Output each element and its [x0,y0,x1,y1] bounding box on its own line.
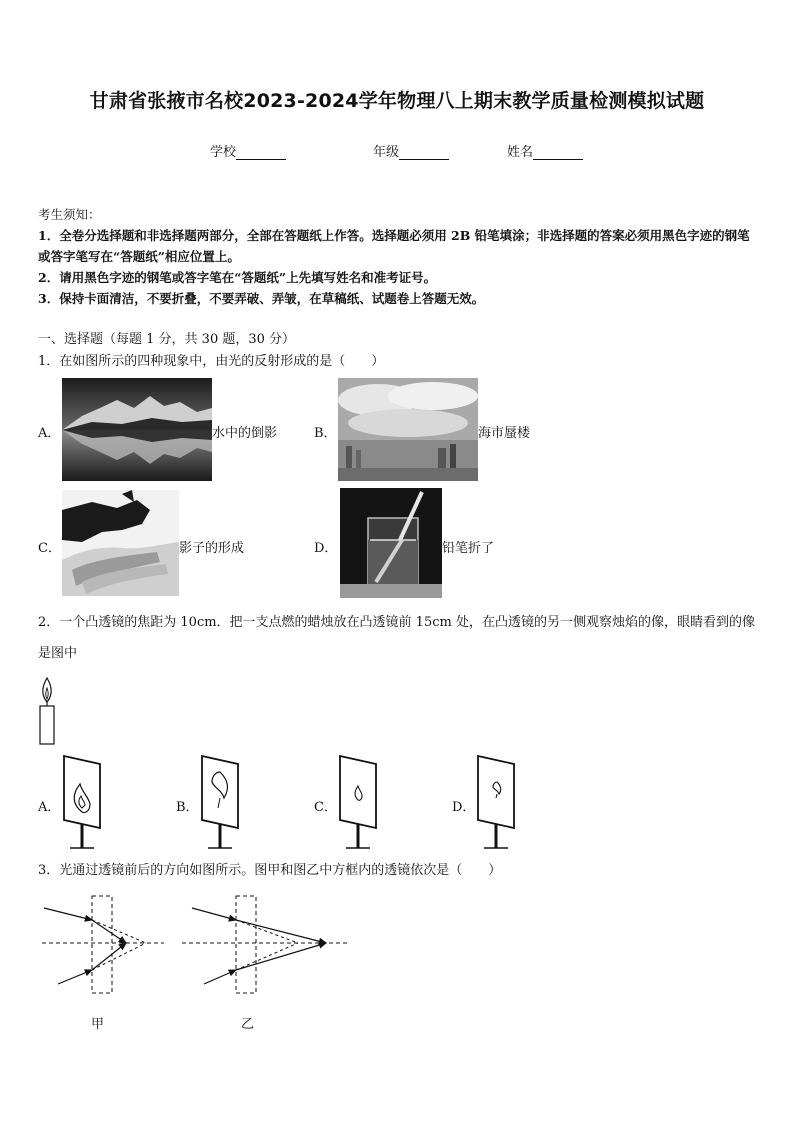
lake-reflection-image [62,378,212,481]
lens-diagram-jia [36,890,166,1000]
note-item: 2．请用黑色字迹的钢笔或答字笔在“答题纸”上先填写姓名和准考证号。 [38,270,437,285]
name-label: 姓名 [507,145,534,160]
diagram-label-yi: 乙 [241,1017,255,1032]
q2-option-c-letter: C． [314,800,337,815]
note-item: 1．全卷分选择题和非选择题两部分，全部在答题纸上作答。选择题必须用 2B 铅笔填涂；非选择题的答案必须用黑色字迹的钢笔或答字笔写在“答题纸”相应位置上。 [38,228,750,264]
school-field [210,141,286,160]
q1-option-a-letter: A． [38,426,61,441]
grade-field [373,141,449,160]
q2-stem: 2．一个凸透镜的焦距为 10cm．把一支点燃的蜡烛放在凸透镜前 15cm 处，在凸透镜的另一侧观察烛焰的像，眼睛看到的像是图中 [38,615,755,661]
q1-option-c-caption: 影子的形成 [179,541,245,556]
q1-option-d-caption: 铅笔折了 [442,541,495,556]
screen-image-small-inverted-icon [334,752,384,850]
q1-option-b-letter: B． [314,426,337,441]
q1-option-a-caption: 水中的倒影 [212,426,278,441]
grade-blank [399,145,449,160]
lens-diagram-yi [178,890,353,1000]
grade-label: 年级 [373,145,400,160]
exam-notes [38,204,760,309]
name-field [507,141,583,160]
bent-pencil-image [340,488,442,598]
name-blank [533,145,583,160]
screen-image-large-upright-icon [196,752,246,850]
school-blank [236,145,286,160]
screen-image-small-upright-icon [472,752,522,850]
q2-option-a-letter: A． [38,800,61,815]
hand-shadow-image [62,490,179,596]
q1-option-c-letter: C． [38,541,61,556]
q2-option-b-letter: B． [176,800,199,815]
mirage-image [338,378,478,481]
page-title: 甘肃省张掖市名校2023-2024学年物理八上期末教学质量检测模拟试题 [89,90,705,112]
diagram-label-jia: 甲 [91,1017,105,1032]
q3-stem: 3．光通过透镜前后的方向如图所示。图甲和图乙中方框内的透镜依次是（ ） [38,863,502,878]
note-item: 3．保持卡面清洁，不要折叠，不要弄破、弄皱，在草稿纸、试题卷上答题无效。 [38,291,485,306]
q1-option-b-caption: 海市蜃楼 [478,426,531,441]
section-heading: 一、选择题（每题 1 分，共 30 题，30 分） [38,332,296,347]
q1-option-d-letter: D． [314,541,338,556]
school-label: 学校 [210,145,237,160]
notes-heading: 考生须知： [38,207,101,222]
q2-option-d-letter: D． [452,800,476,815]
candle-icon [36,676,60,746]
screen-image-large-inverted-icon [60,752,110,850]
q1-stem: 1．在如图所示的四种现象中，由光的反射形成的是（ ） [38,354,385,369]
